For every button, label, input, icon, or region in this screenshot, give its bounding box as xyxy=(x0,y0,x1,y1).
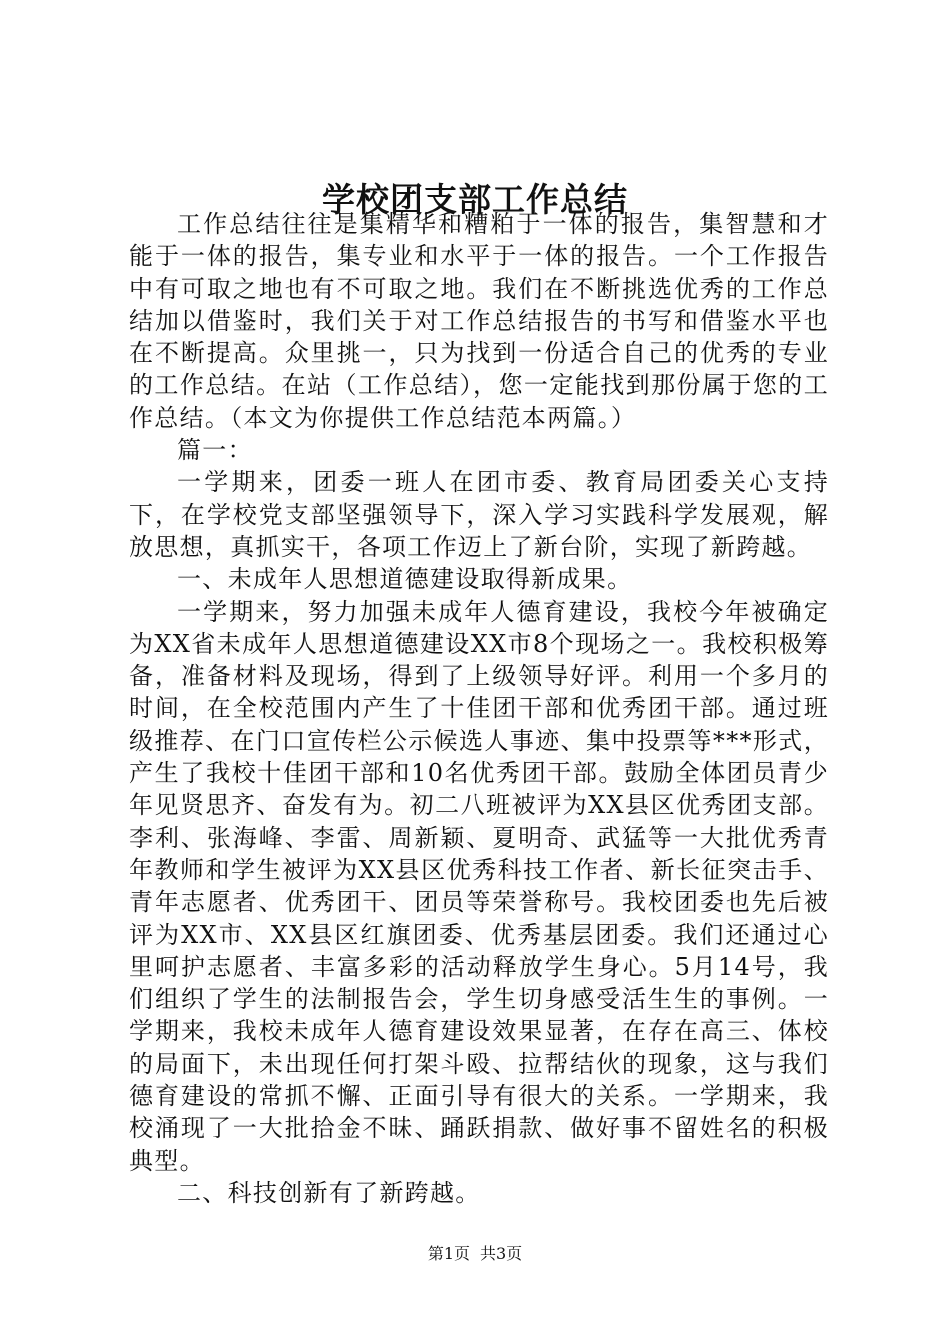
document-title: 学校团支部工作总结 xyxy=(322,180,628,219)
moral-education-paragraph: 一学期来，努力加强未成年人德育建设，我校今年被确定为XX省未成年人思想道德建设XX市8个现场之一。我校积极筹备，准备材料及现场，得到了上级领导好评。利用一个多月的时间，在全校范围内产生了十佳团干部和优秀团干部。通过班级推荐、在门口宣传栏公示候选人事迹、集中投票等***形式，产生了我校十佳团干部和10名优秀团干部。鼓励全体团员青少年见贤思齐、奋发有为。初二八班被评为XX县区优秀团支部。李利、张海峰、李雷、周新颖、夏明奇、武猛等一大批优秀青年教师和学生被评为XX县区优秀科技工作者、新长征突击手、青年志愿者、优秀团干、团员等荣誉称号。我校团委也先后被评为XX市、XX县区红旗团委、优秀基层团委。我们还通过心里呵护志愿者、丰富多彩的活动释放学生身心。5月14号，我们组织了学生的法制报告会，学生切身感受活生生的事例。一学期来，我校未成年人德育建设效果显著，在存在高三、体校的局面下，未出现任何打架斗殴、拉帮结伙的现象，这与我们德育建设的常抓不懈、正面引导有很大的关系。一学期来，我校涌现了一大批拾金不昧、踊跃捐款、做好事不留姓名的积极典型。 xyxy=(129,597,829,1175)
page-number: 第1页 xyxy=(427,1244,470,1263)
intro-paragraph: 工作总结往往是集精华和糟粕于一体的报告，集智慧和才能于一体的报告，集专业和水平于一体的报告。一个工作报告中有可取之地也有不可取之地。我们在不断挑选优秀的工作总结加以借鉴时，我们关于对工作总结报告的书写和借鉴水平也在不断提高。众里挑一，只为找到一份适合自己的优秀的专业的工作总结。在站（工作总结），您一定能找到那份属于您的工作总结。（本文为你提供工作总结范本两篇。） xyxy=(129,210,829,432)
page-footer xyxy=(0,1243,950,1265)
section-label: 篇一： xyxy=(177,436,253,465)
opening-paragraph: 一学期来，团委一班人在团市委、教育局团委关心支持下，在学校党支部坚强领导下，深入学习实践科学发展观，解放思想，真抓实干，各项工作迈上了新台阶，实现了新跨越。 xyxy=(129,468,829,561)
heading-two: 二、科技创新有了新跨越。 xyxy=(177,1178,481,1207)
document-body xyxy=(129,208,829,1209)
heading-one: 一、未成年人思想道德建设取得新成果。 xyxy=(177,565,633,594)
page-total: 共3页 xyxy=(480,1244,523,1263)
